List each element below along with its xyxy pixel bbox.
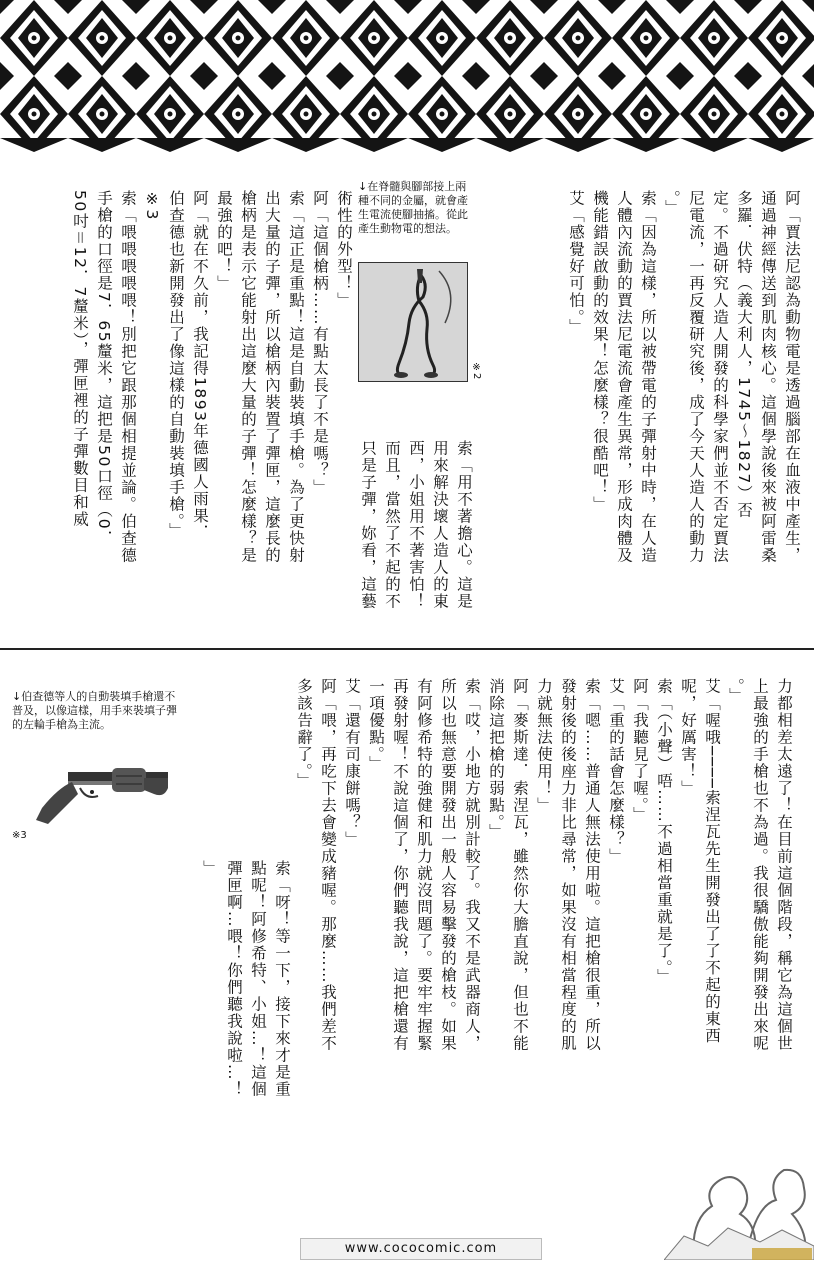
- text-column: 索「嗯……普通人無法使用啦。這把槍很重，所以: [583, 678, 601, 1052]
- text-column: 。」: [663, 190, 681, 217]
- text-column: 艾「感覺好可怕。」: [567, 190, 585, 336]
- revolver-illustration: [28, 758, 178, 830]
- text-column: 50吋＝12．7釐米），彈匣裡的子彈數目和威: [71, 190, 89, 529]
- figure-2-label: ※2: [471, 362, 482, 380]
- figure-3-caption-box: [12, 690, 182, 760]
- text-column: 阿「賈法尼認為動物電是透過腦部在血液中產生，: [783, 190, 801, 564]
- text-column: 所以也無意要開發出一般人容易擊發的槍枝。如果: [439, 678, 457, 1052]
- text-column: 最強的吧！」: [215, 190, 233, 292]
- text-column: 彈匣啊…喂！你們聽我說啦…！: [225, 860, 243, 1098]
- text-column: 索「用不著擔心。這是: [455, 440, 473, 610]
- text-column: 索「呀！等一下，接下來才是重: [273, 860, 291, 1098]
- text-column: 索「（小聲）唔……不過相當重就是了。」: [655, 678, 673, 986]
- text-column: 索「這正是重點！這是自動裝填手槍。為了更快射: [287, 190, 305, 564]
- text-column: 西，小姐用不著害怕！: [407, 440, 425, 610]
- text-column: 人體內流動的賈法尼電流會產生異常，形成肉體及: [615, 190, 633, 564]
- text-column: 槍柄是表示它能射出這麼大量的子彈！怎麼樣？是: [239, 190, 257, 564]
- text-column: 上最強的手槍也不為過。我很驕傲能夠開發出來呢: [751, 678, 769, 1052]
- text-column: 艾「喔哦────索涅瓦先生開發出了了不起的東西: [703, 678, 721, 1045]
- text-column: ※3: [143, 190, 161, 221]
- text-column: 而且，當然了不起的不: [383, 440, 401, 610]
- text-column: 力就無法使用！」: [535, 678, 553, 814]
- section-divider: [0, 648, 814, 650]
- text-column: 點呢！阿修希特、小姐…！這個: [249, 860, 267, 1098]
- text-column: 手槍的口徑是7．65釐米，這把是50口徑（0．: [95, 190, 113, 548]
- ornamental-header-band: [0, 0, 814, 152]
- text-column: 索「因為這樣，所以被帶電的子彈射中時，在人造: [639, 190, 657, 564]
- watermark-url: www.cococomic.com: [300, 1238, 542, 1260]
- text-column: 」: [201, 860, 219, 877]
- text-column: 用來解決壞人造人的東: [431, 440, 449, 610]
- text-column: 阿「喂，再吃下去會變成豬喔。那麼……我們差不: [319, 678, 337, 1052]
- text-column: 艾「重的話會怎麼樣？」: [607, 678, 625, 865]
- text-column: 發射後的後座力非比尋常，如果沒有相當程度的肌: [559, 678, 577, 1052]
- figure-2-image: [358, 262, 468, 382]
- character-illustration: [664, 1110, 814, 1260]
- text-column: 出大量的子彈，所以槍柄內裝置了彈匣，這麼長的: [263, 190, 281, 564]
- text-column: 阿「我聽見了喔。」: [631, 678, 649, 824]
- figure-3-image: [28, 758, 178, 830]
- text-column: 機能錯誤啟動的效果！怎麼樣？很酷吧！」: [591, 190, 609, 513]
- figure-2-caption-box: [358, 180, 468, 270]
- text-column: 阿「就在不久前，我記得1893年德國人雨果．: [191, 190, 209, 542]
- text-column: 多該告辭了。」: [295, 678, 313, 790]
- figure-3-caption: ↓伯查德等人的自動裝填手槍還不普及，以像這樣，用手來裝填子彈的左輪手槍為主流。: [12, 690, 177, 731]
- text-column: 通過神經傳送到肌肉核心。這個學說後來被阿雷桑: [759, 190, 777, 564]
- text-column: 多羅．伏特（義大利人，1745～1827）否: [735, 190, 753, 519]
- frog-legs-illustration: [359, 263, 467, 381]
- text-column: 。」: [727, 678, 745, 705]
- text-column: 索「哎，小地方就別計較了。我又不是武器商人，: [463, 678, 481, 1052]
- text-column: 索「喂喂喂喂喂！別把它跟那個相提並論。伯查德: [119, 190, 137, 564]
- figure-3-label: ※3: [12, 830, 27, 841]
- text-column: 定。不過研究人造人開發的科學家們並不否定賈法: [711, 190, 729, 564]
- text-column: 伯查德也新開發出了像這樣的自動裝填手槍。」: [167, 190, 185, 540]
- text-column: 阿「麥斯達．索涅瓦，雖然你大膽直說，但也不能: [511, 678, 529, 1052]
- text-column: 艾「還有司康餅嗎？」: [343, 678, 361, 848]
- text-column: 尼電流，一再反覆研究後，成了今天人造人的動力: [687, 190, 705, 564]
- text-column: 術性的外型！」: [335, 190, 353, 309]
- text-column: 一項優點。」: [367, 678, 385, 773]
- text-column: 力都相差太遠了！在目前這個階段，稱它為這個世: [775, 678, 793, 1052]
- figure-2-caption: ↓在脊髓與腳部接上兩種不同的金屬，就會產生電流使腳抽搐。從此產生動物電的想法。: [358, 180, 468, 235]
- text-column: 呢，好厲害！」: [679, 678, 697, 797]
- text-column: 有阿修希特的強健和肌力就沒問題了。要牢牢握緊: [415, 678, 433, 1052]
- text-column: 只是子彈，妳看，這藝: [359, 440, 377, 610]
- text-column: 阿「這個槍柄……有點太長了不是嗎？」: [311, 190, 329, 496]
- text-column: 消除這把槍的弱點。」: [487, 678, 505, 841]
- text-column: 再發射喔！不說這個了，你們聽我說，這把槍還有: [391, 678, 409, 1052]
